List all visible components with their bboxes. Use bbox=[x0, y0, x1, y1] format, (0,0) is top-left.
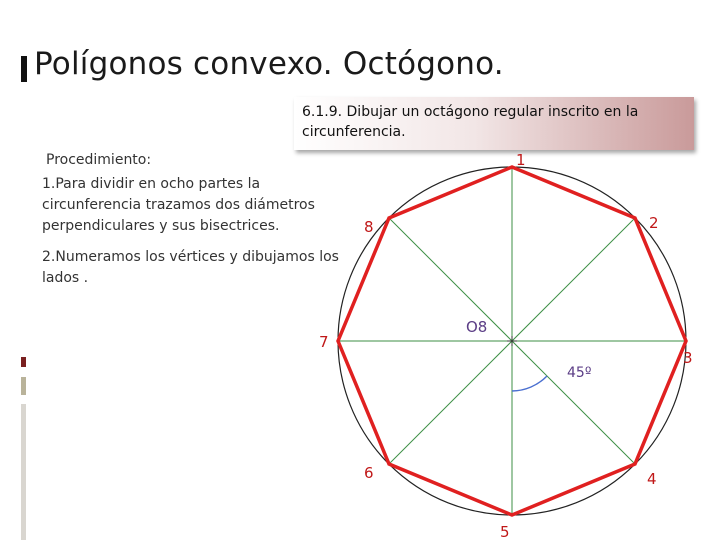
procedure-step-1: 1.Para dividir en ocho partes la circunferencia trazamos dos diámetros perpendiculares y sus bisectrices. bbox=[42, 176, 315, 234]
vertex-label-6: 6 bbox=[364, 464, 374, 482]
slide-title: Polígonos convexo. Octógono. bbox=[34, 46, 504, 82]
exercise-note: 6.1.9. Dibujar un octágono regular inscrito en la circunferencia. bbox=[294, 97, 694, 150]
procedure-step-2: 2.Numeramos los vértices y dibujamos los lados . bbox=[42, 249, 339, 286]
vertex-label-1: 1 bbox=[516, 151, 526, 169]
vertex-label-5: 5 bbox=[500, 523, 510, 540]
angle-arc bbox=[512, 376, 547, 391]
center-label: O8 bbox=[466, 318, 488, 336]
vertex-label-2: 2 bbox=[649, 214, 659, 232]
vertex-label-8: 8 bbox=[364, 218, 374, 236]
vertex-label-4: 4 bbox=[647, 470, 657, 488]
procedure-title: Procedimiento: bbox=[46, 152, 152, 168]
vertex-label-7: 7 bbox=[319, 333, 329, 351]
vertex-label-3: 3 bbox=[683, 349, 693, 367]
angle-label: 45º bbox=[567, 365, 592, 381]
